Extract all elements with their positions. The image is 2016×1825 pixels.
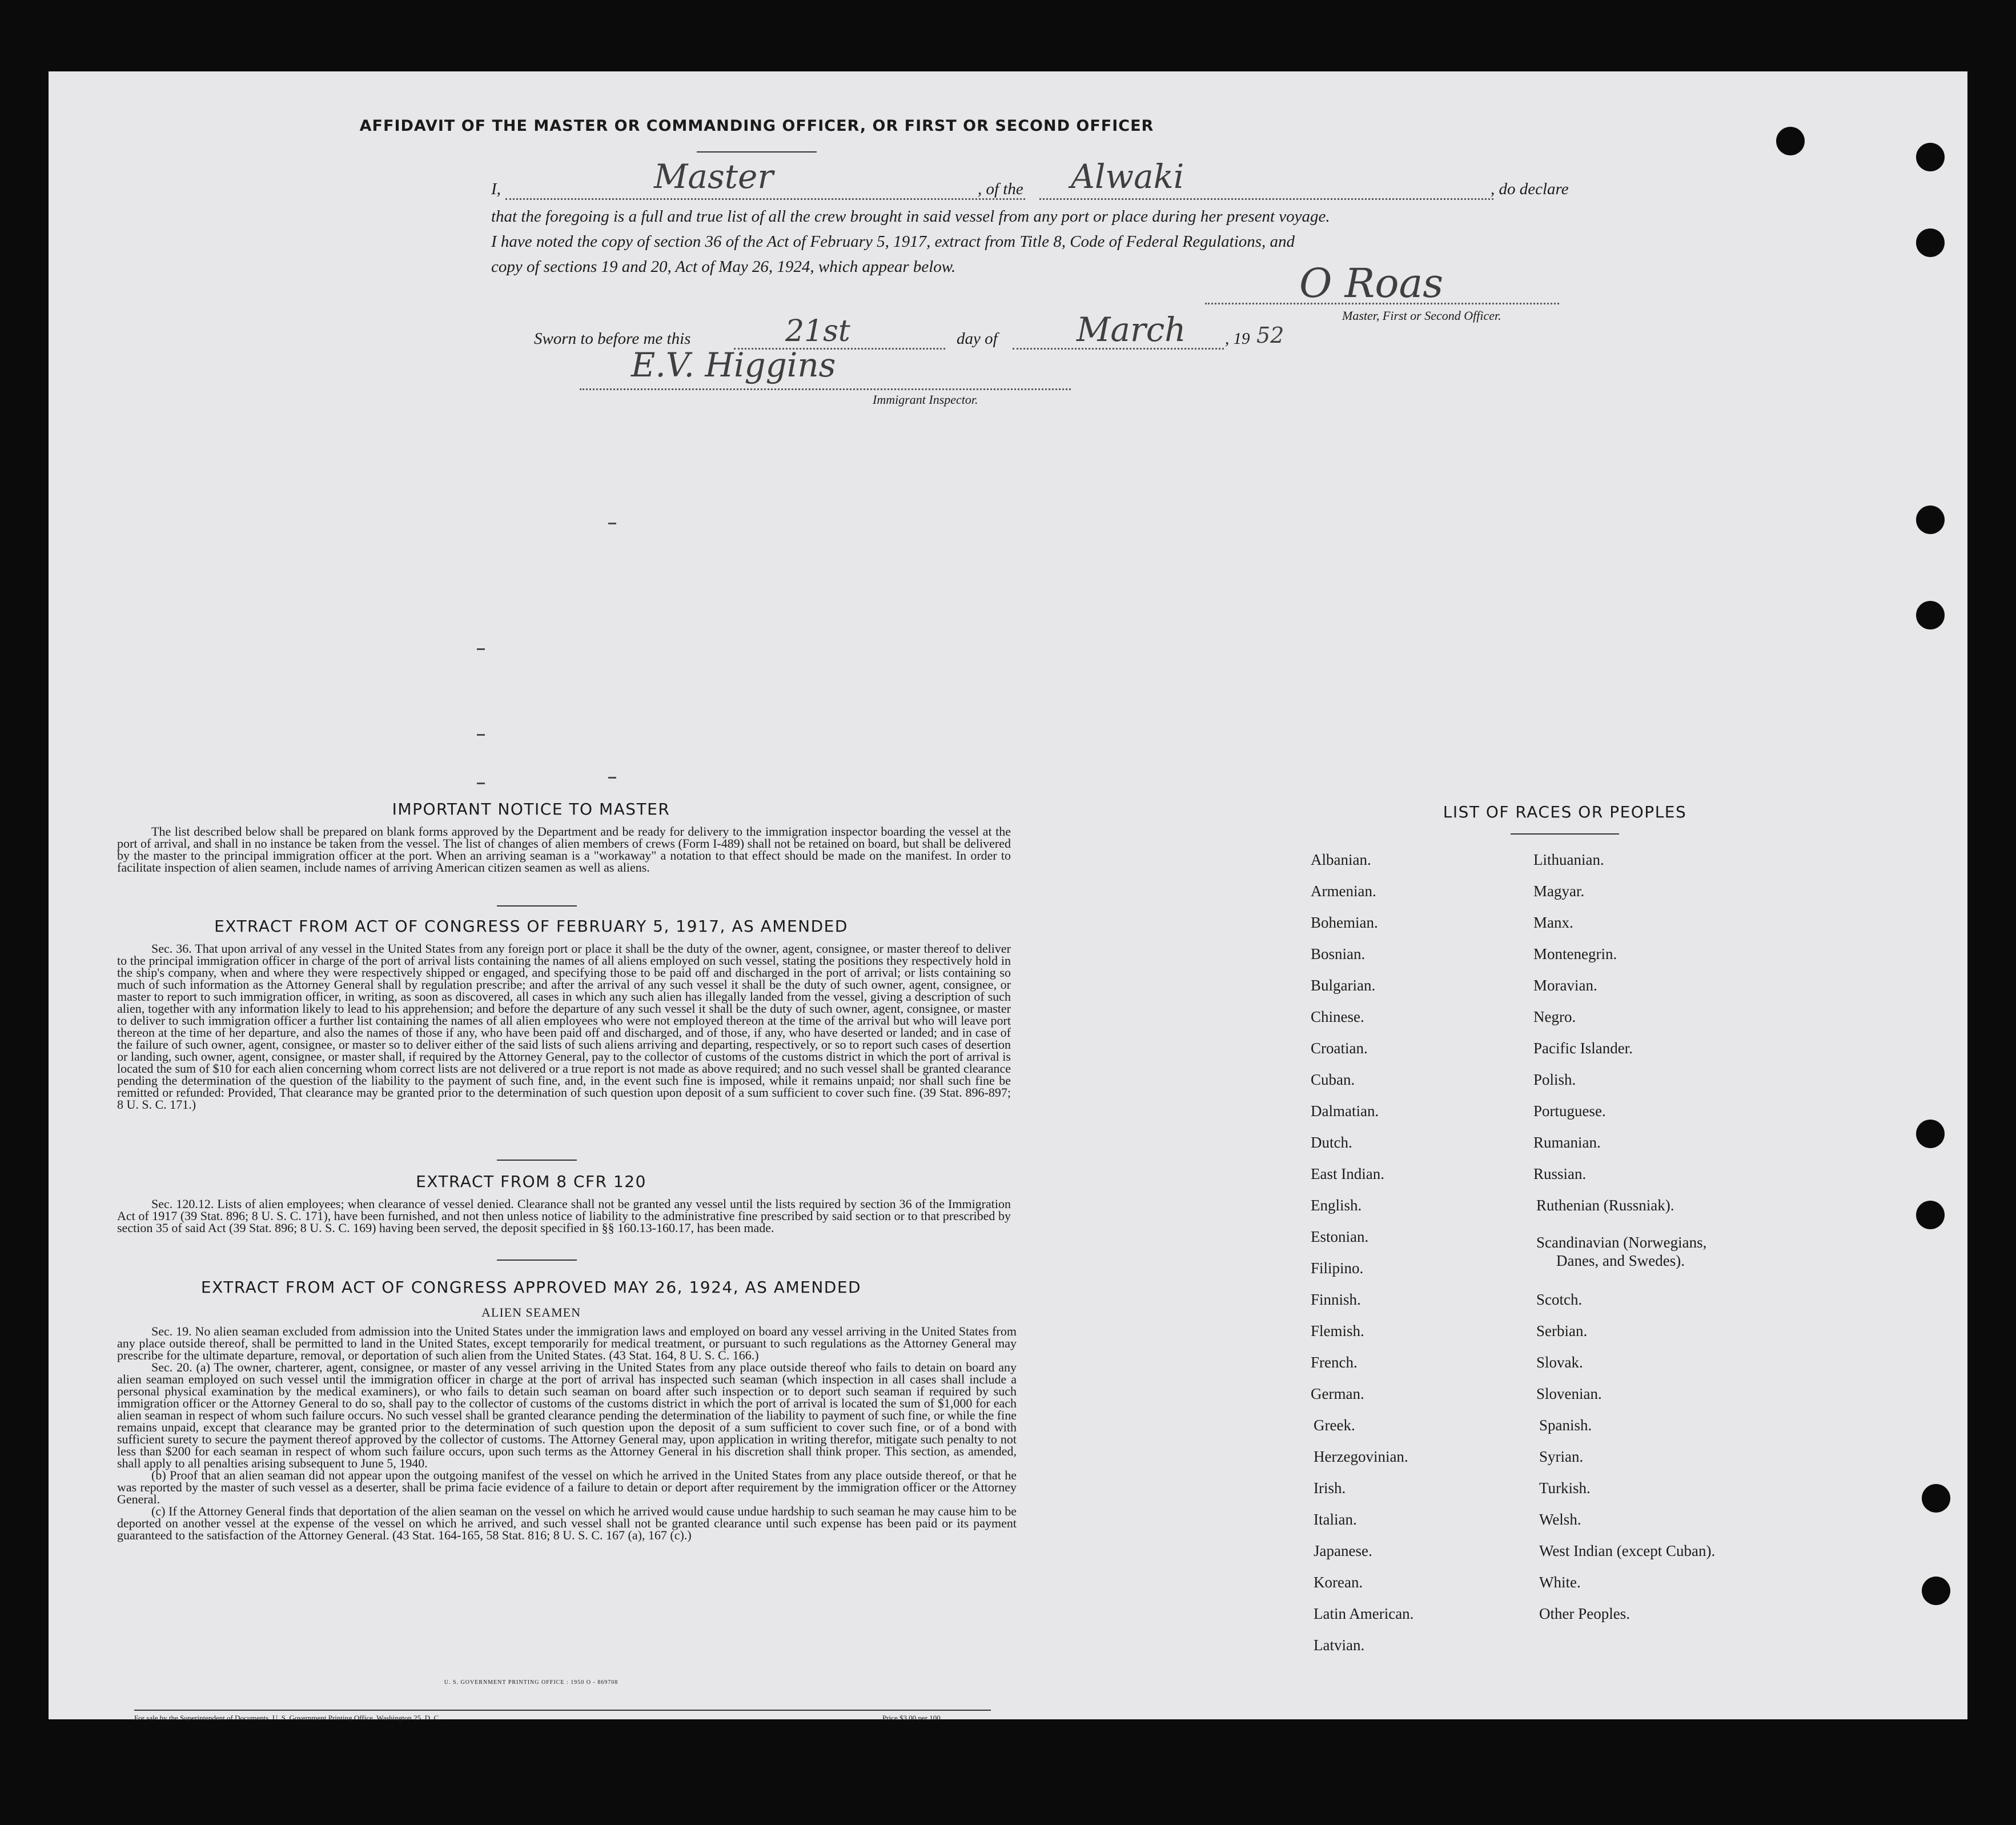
race-item: Filipino. [1311, 1260, 1364, 1277]
punch-hole-icon [1776, 127, 1805, 155]
faint-mark [477, 648, 485, 650]
footer-price: Price $3.00 per 100 [882, 1714, 941, 1722]
race-item: French. [1311, 1354, 1358, 1371]
sec-20a-text: Sec. 20. (a) The owner, charterer, agent, consignee, or master of any vessel arriving in the United States from any place outside thereof who fails to detain on board any alien seaman employed on such vessel until the immigration officer in charge at the port of arrival has inspected such seaman (which inspection in all cases shall include a personal physical examination by the medical examiners), or who fails to detain such seaman on board after such inspection or to deport such seaman if required by such immigration officer or the Attorney General to do so, shall pay to the collector of customs of the customs district in which the port of arrival is located the sum of $1,000 for each alien seaman in respect of whom such failure occurs. No such vessel shall be granted clearance pending the determination of the liability to payment of such fine, or while the fine remains unpaid, except that clearance may be granted prior to the determination of such question upon the deposit of a sum sufficient to cover such fine, or of a bond with sufficient surety to secure the payment thereof approved by the collector of customs. The Attorney General may, upon application in writing therefor, mitigate such penalty to not less than $200 for each seaman in respect of whom such failure occurs, upon such terms as the Attorney General in his discretion shall think proper. This section, as amended, shall apply to all penalties arising subsequent to June 5, 1940. [117, 1360, 1017, 1470]
sworn-prefix: Sworn to before me this [534, 330, 691, 348]
punch-hole-icon [1916, 1120, 1945, 1148]
race-item: Greek. [1314, 1417, 1355, 1434]
sec-19-text: Sec. 19. No alien seaman excluded from admission into the United States under the immigration laws and employed on board any vessel arriving in the United States from any place outside thereof, shall be permitted to land in the United States, except temporarily for medical treatment, or pursuant to such regulations as the Attorney General may prescribe for the ultimate departure, removal, or deportation of such alien from the United States. (43 Stat. 164, 8 U. S. C. 166.) [117, 1324, 1017, 1362]
punch-hole-icon [1916, 143, 1945, 171]
race-item: English. [1311, 1197, 1362, 1214]
race-item: Russian. [1533, 1165, 1587, 1182]
punch-hole-icon [1916, 228, 1945, 257]
sworn-year-prefix: , 19 [1225, 330, 1250, 348]
faint-mark [477, 783, 485, 784]
race-item: Estonian. [1311, 1228, 1369, 1245]
sec-20c-text: (c) If the Attorney General finds that deportation of the alien seaman on the vessel on which he arrived would cause undue hardship to such seaman he may cause him to be deported on another vessel at the expense of the vessel on which he arrived, and such vessel shall not be granted clearance until such expense has been paid or its payment guaranteed to the satisfaction of the Attorney General. (43 Stat. 164-165, 58 Stat. 816; 8 U. S. C. 167 (a), 167 (c).) [117, 1504, 1017, 1542]
sworn-year-handwritten: 52 [1256, 323, 1284, 348]
race-item: Irish. [1314, 1479, 1346, 1497]
race-item: Moravian. [1533, 977, 1597, 994]
footer-rule [134, 1710, 991, 1711]
footer-sale-note: For sale by the Superintendent of Documents, U. S. Government Printing Office, Washington 25, D. C. [134, 1714, 441, 1722]
inspector-caption: Immigrant Inspector. [873, 392, 978, 407]
race-item: Portuguese. [1533, 1102, 1606, 1120]
affidavit-declare: , do declare [1491, 180, 1569, 198]
race-item: Welsh. [1539, 1511, 1581, 1528]
punch-hole-icon [1916, 601, 1945, 629]
master-name-line [505, 198, 1025, 200]
race-item: Serbian. [1536, 1322, 1588, 1339]
sec-20b-text: (b) Proof that an alien seaman did not appear upon the outgoing manifest of the vessel on which he arrived in the United States from any place outside thereof, or that he was reported by the master of such vessel as a deserter, shall be prima facie evidence of a failure to detain or deport after requirement by the immigration officer or the Attorney General. [117, 1468, 1017, 1506]
vessel-name-handwritten: Alwaki [1071, 157, 1184, 196]
race-item: Italian. [1314, 1511, 1357, 1528]
inspector-line [580, 388, 1071, 390]
race-item: Manx. [1533, 914, 1573, 931]
race-item: Scandinavian (Norwegians, [1536, 1234, 1707, 1251]
inspector-signature: E.V. Higgins [631, 346, 836, 384]
race-item: Latvian. [1314, 1637, 1365, 1654]
race-item: Ruthenian (Russniak). [1536, 1197, 1674, 1214]
race-item: East Indian. [1311, 1165, 1384, 1182]
notice-title: IMPORTANT NOTICE TO MASTER [392, 800, 670, 819]
affidavit-prefix: I, [491, 180, 501, 198]
race-item: Chinese. [1311, 1008, 1364, 1025]
master-name-handwritten: Master [654, 157, 774, 196]
race-item: White. [1539, 1574, 1581, 1591]
faint-mark [608, 777, 616, 779]
extract-1917-title: EXTRACT FROM ACT OF CONGRESS OF FEBRUARY 5, 1917, AS AMENDED [214, 917, 848, 936]
race-item: Croatian. [1311, 1040, 1368, 1057]
races-title-underline [1511, 833, 1619, 835]
punch-hole-icon [1922, 1484, 1950, 1513]
extract-1924-body [117, 1325, 1017, 1541]
affidavit-declaration-line2: that the foregoing is a full and true list of all the crew brought in said vessel from any port or place during her present voyage. [491, 207, 1330, 226]
affidavit-of-the: , of the [978, 180, 1023, 198]
race-item: Korean. [1314, 1574, 1363, 1591]
master-signature: O Roas [1299, 260, 1444, 307]
race-item: Dutch. [1311, 1134, 1352, 1151]
race-item: Japanese. [1314, 1542, 1372, 1559]
faint-mark [608, 523, 616, 524]
race-item: Syrian. [1539, 1448, 1584, 1465]
document-page [49, 71, 1967, 1722]
section-divider [497, 1160, 577, 1161]
race-item: Montenegrin. [1533, 945, 1617, 962]
title-underline [697, 151, 817, 153]
race-item: Slovenian. [1536, 1385, 1602, 1402]
punch-hole-icon [1916, 506, 1945, 534]
race-item: Pacific Islander. [1533, 1040, 1633, 1057]
race-item: Rumanian. [1533, 1134, 1601, 1151]
affidavit-title: AFFIDAVIT OF THE MASTER OR COMMANDING OFFICER, OR FIRST OR SECOND OFFICER [359, 117, 1154, 135]
race-item: Negro. [1533, 1008, 1576, 1025]
affidavit-declaration-line4: copy of sections 19 and 20, Act of May 26, 1924, which appear below. [491, 258, 956, 276]
alien-seamen-subtitle: ALIEN SEAMEN [481, 1305, 581, 1319]
race-item: Bosnian. [1311, 945, 1366, 962]
race-item: West Indian (except Cuban). [1539, 1542, 1716, 1559]
race-item: Lithuanian. [1533, 851, 1604, 868]
race-item: Other Peoples. [1539, 1605, 1630, 1622]
race-item: German. [1311, 1385, 1364, 1402]
races-title: LIST OF RACES OR PEOPLES [1443, 803, 1687, 821]
race-item: Turkish. [1539, 1479, 1591, 1497]
extract-1924-title: EXTRACT FROM ACT OF CONGRESS APPROVED MAY 26, 1924, AS AMENDED [200, 1278, 862, 1297]
punch-hole-icon [1916, 1201, 1945, 1229]
section-divider [497, 905, 577, 907]
race-item: Scotch. [1536, 1291, 1583, 1308]
vessel-name-line [1039, 198, 1493, 200]
sworn-month-handwritten: March [1077, 310, 1186, 349]
race-item: Cuban. [1311, 1071, 1355, 1088]
sworn-day-of: day of [957, 330, 998, 348]
signature-caption: Master, First or Second Officer. [1342, 308, 1501, 323]
race-item: Spanish. [1539, 1417, 1592, 1434]
punch-hole-icon [1922, 1577, 1950, 1605]
faint-mark [477, 734, 485, 736]
race-item: Albanian. [1311, 851, 1371, 868]
race-item: Herzegovinian. [1314, 1448, 1408, 1465]
affidavit-declaration-line3: I have noted the copy of section 36 of the Act of February 5, 1917, extract from Title 8, Code of Federal Regulations, and [491, 232, 1295, 251]
extract-8cfr-text: Sec. 120.12. Lists of alien employees; when clearance of vessel denied. Clearance shall not be granted any vessel until the lists required by section 36 of the Immigration Act of 1917 (39 Stat. 896; 8 U. S. C. 171), have been furnished, and not then unless notice of liability to the administrative fine prescribed by said section or to that prescribed by section 35 of said Act (39 Stat. 896; 8 U. S. C. 169) having been served, the deposit specified in §§ 160.13-160.17, has been made. [117, 1197, 1011, 1235]
race-item: Flemish. [1311, 1322, 1364, 1339]
race-item: Finnish. [1311, 1291, 1361, 1308]
race-item: Bulgarian. [1311, 977, 1376, 994]
race-item: Latin American. [1314, 1605, 1414, 1622]
race-item: Bohemian. [1311, 914, 1378, 931]
section-divider [497, 1260, 577, 1261]
race-item: Danes, and Swedes). [1556, 1252, 1685, 1269]
notice-text: The list described below shall be prepared on blank forms approved by the Department and be ready for delivery to the immigration inspector boarding the vessel at the port of arrival, and shall in no instance be taken from the vessel. The list of changes of alien members of crews (Form I-489) shall not be retained on board, but shall be delivered by the master to the principal immigration officer at the port. When an arriving seaman is a "workaway" a notation to that effect should be made on the manifest. In order to facilitate inspection of alien seamen, include names of arriving American citizen seamen as well as aliens. [117, 824, 1011, 875]
race-item: Slovak. [1536, 1354, 1583, 1371]
extract-8cfr-title: EXTRACT FROM 8 CFR 120 [416, 1172, 646, 1191]
race-item: Magyar. [1533, 883, 1585, 900]
race-item: Armenian. [1311, 883, 1376, 900]
extract-1917-text: Sec. 36. That upon arrival of any vessel in the United States from any foreign port or place it shall be the duty of the owner, agent, consignee, or master thereof to deliver to the principal immigration officer in charge of the port of arrival lists containing the names of all aliens employed on such vessel, stating the positions they respectively hold in the ship's company, when and where they were respectively shipped or engaged, and specifying those to be paid off and discharged in the port of arrival; or lists containing so much of such information as the Attorney General shall by regulation prescribe; and after the arrival of any such vessel it shall be the duty of such owner, agent, consignee, or master to report to such immigration officer, in writing, as soon as discovered, all cases in which any such alien has illegally landed from the vessel, giving a description of such alien, together with any information likely to lead to his apprehension; and before the departure of any such vessel it shall be the duty of such owner, agent, consignee, or master to deliver to such immigration officer a further list containing the names of all alien employees who were not employed thereon at the time of the arrival but who will leave port thereon at the time of her departure, and also the names of those if any, who have been paid off and discharged, and of those, if any, who have deserted or landed; and in case of the failure of such owner, agent, consignee, or master so to deliver either of the said lists of such aliens arriving and departing, respectively, or so to report such cases of desertion or landing, such owner, agent, consignee, or master shall, if required by the Attorney General, pay to the collector of customs of the customs district in which the port of arrival is located the sum of $10 for each alien concerning whom correct lists are not delivered or a true report is not made as above required; and no such vessel shall be granted clearance pending the determination of the question of the liability to the payment of such fine, and, in the event such fine is imposed, while it remains unpaid; nor shall such fine be remitted or refunded: Provided, That clearance may be granted prior to the determination of such question upon deposit of a sum sufficient to cover such fine. (39 Stat. 896-897; 8 U. S. C. 171.) [117, 941, 1011, 1112]
signature-line [1205, 303, 1559, 304]
race-item: Dalmatian. [1311, 1102, 1379, 1120]
race-item: Polish. [1533, 1071, 1576, 1088]
sworn-day-handwritten: 21st [785, 314, 850, 348]
printing-office-line: U. S. GOVERNMENT PRINTING OFFICE : 1950 O - 869708 [444, 1679, 619, 1686]
